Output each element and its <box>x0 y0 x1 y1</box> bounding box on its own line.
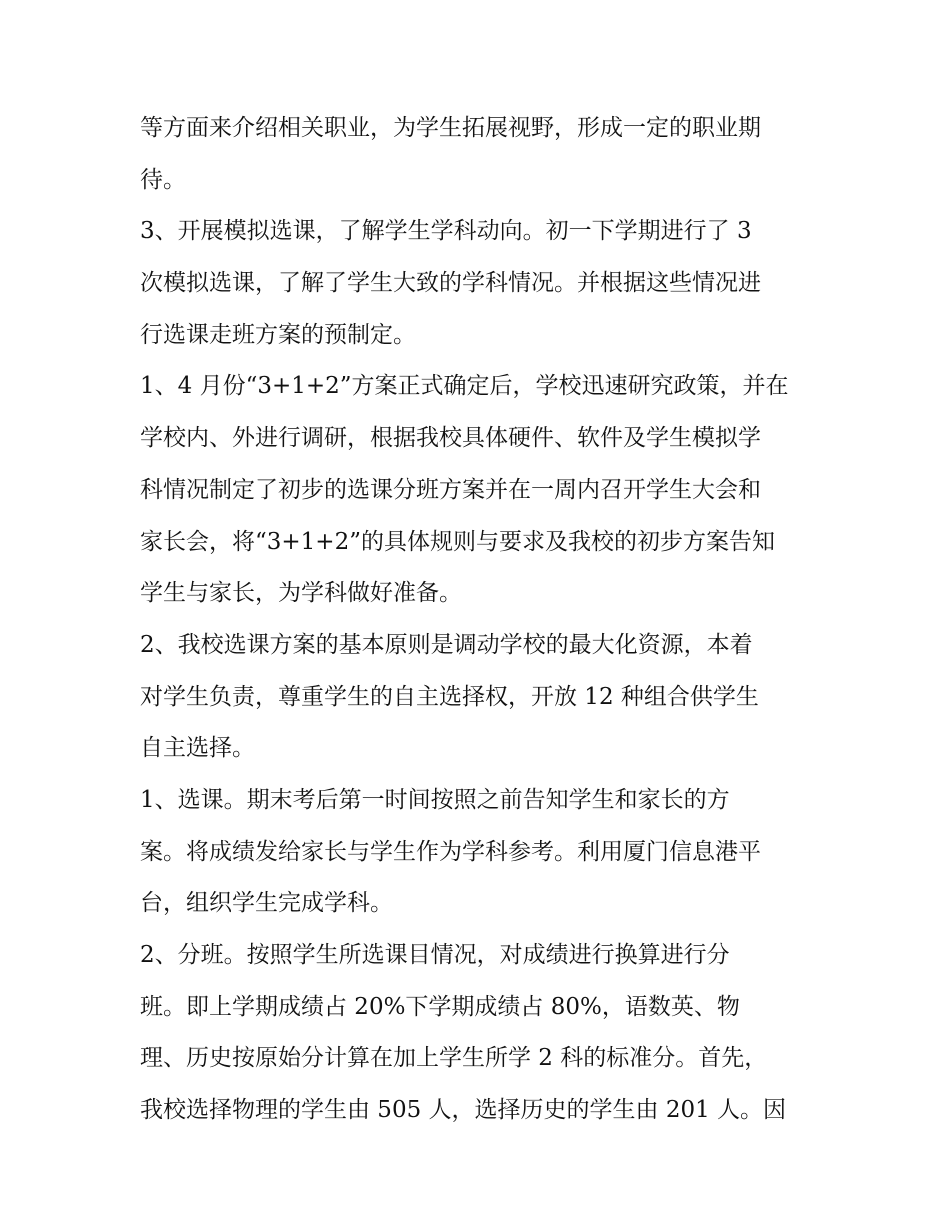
text-line: 理、历史按原始分计算在加上学生所学 2 科的标准分。首先， <box>140 1045 768 1072</box>
text-line: 班。即上学期成绩占 20%下学期成绩占 80%，语数英、物 <box>140 993 740 1020</box>
text-line: 2、我校选课方案的基本原则是调动学校的最大化资源，本着 <box>140 631 753 658</box>
text-line: 学生与家长，为学科做好准备。 <box>140 580 462 607</box>
text-line: 台，组织学生完成学科。 <box>140 890 393 917</box>
text-line: 等方面来介绍相关职业，为学生拓展视野，形成一定的职业期 <box>140 115 761 141</box>
text-line: 1、4 月份“3+1+2”方案正式确定后，学校迅速研究政策，并在 <box>140 373 789 400</box>
text-line: 案。将成绩发给家长与学生作为学科参考。利用厦门信息港平 <box>140 838 761 865</box>
text-line: 3、开展模拟选课，了解学生学科动向。初一下学期进行了 3 <box>140 218 752 245</box>
document-body <box>140 103 820 1137</box>
text-line: 家长会，将“3+1+2”的具体规则与要求及我校的初步方案告知 <box>140 528 775 555</box>
text-line: 自主选择。 <box>140 735 255 762</box>
text-line: 我校选择物理的学生由 505 人，选择历史的学生由 201 人。因 <box>140 1097 787 1124</box>
text-line: 次模拟选课，了解了学生大致的学科情况。并根据这些情况进 <box>140 270 761 297</box>
text-line: 2、分班。按照学生所选课目情况，对成绩进行换算进行分 <box>140 942 730 968</box>
text-line: 待。 <box>140 166 186 193</box>
text-line: 1、选课。期末考后第一时间按照之前告知学生和家长的方 <box>140 786 730 813</box>
text-line: 对学生负责，尊重学生的自主选择权，开放 12 种组合供学生 <box>140 683 759 710</box>
text-line: 科情况制定了初步的选课分班方案并在一周内召开学生大会和 <box>140 476 761 503</box>
text-line: 行选课走班方案的预制定。 <box>140 321 416 348</box>
text-line: 学校内、外进行调研，根据我校具体硬件、软件及学生模拟学 <box>140 425 761 452</box>
